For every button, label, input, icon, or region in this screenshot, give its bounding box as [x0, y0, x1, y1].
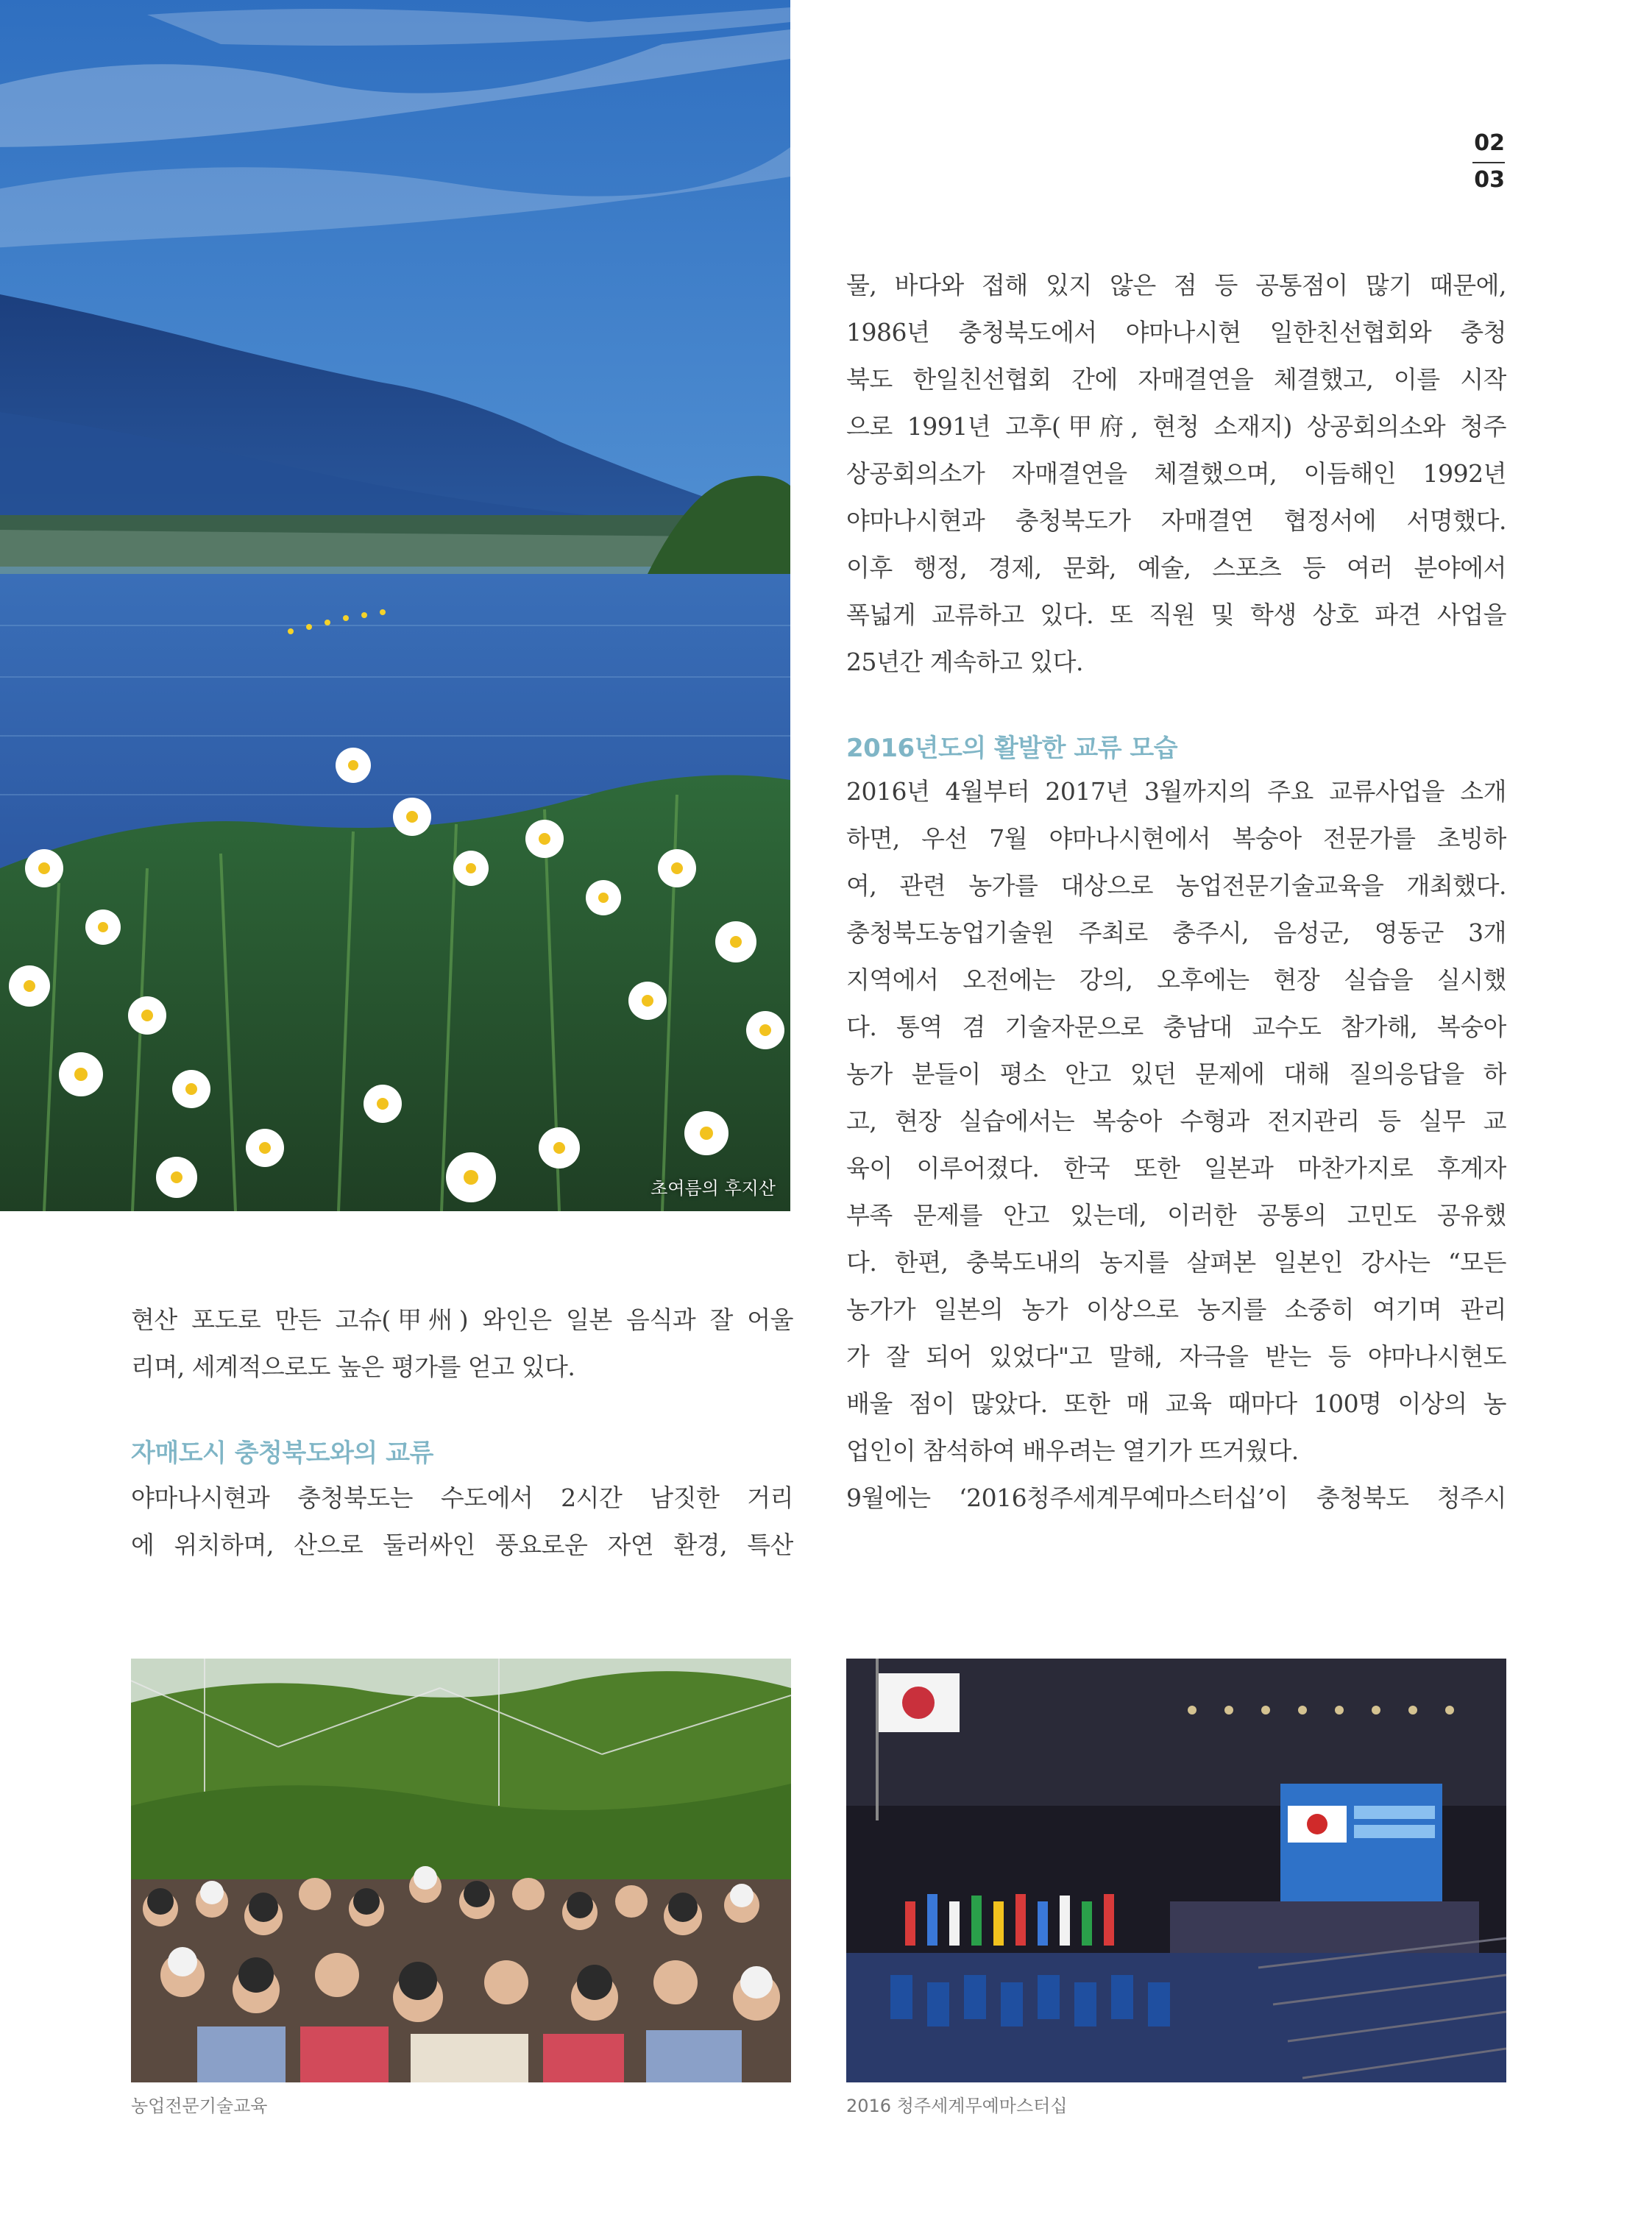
text-line: 야마나시현과 충청북도가 자매결연 협정서에 서명했다.	[846, 506, 1506, 535]
text-line: 현산 포도로 만든 고슈(甲州) 와인은 일본 음식과 잘 어울	[131, 1305, 793, 1334]
text-line: 상공회의소가 자매결연을 체결했으며, 이듬해인 1992년	[846, 459, 1506, 488]
text-line: 북도 한일친선협회 간에 자매결연을 체결했고, 이를 시작	[846, 365, 1506, 394]
hero-photo	[0, 0, 790, 1211]
right-paragraph-2	[846, 768, 1506, 1522]
text-line: 부족 문제를 안고 있는데, 이러한 공통의 고민도 공유했	[846, 1201, 1506, 1230]
text-line: 1986년 충청북도에서 야마나시현 일한친선협회와 충청	[846, 318, 1506, 347]
text-line: 업인이 참석하여 배우려는 열기가 뜨거웠다.	[846, 1436, 1299, 1465]
left-body-paragraph	[131, 1475, 793, 1569]
martial-arts-masterships-caption: 2016 청주세계무예마스터십	[846, 2096, 1068, 2116]
section-heading-sister-city: 자매도시 충청북도와의 교류	[131, 1439, 433, 1468]
page-number-divider	[1472, 162, 1505, 163]
page-number-left: 02	[1474, 130, 1505, 156]
text-line: 에 위치하며, 산으로 둘러싸인 풍요로운 자연 환경, 특산	[131, 1531, 793, 1559]
text-line: 다. 통역 겸 기술자문으로 충남대 교수도 참가해, 복숭아	[846, 1013, 1506, 1041]
text-line: 2016년 4월부터 2017년 3월까지의 주요 교류사업을 소개	[846, 777, 1506, 806]
left-intro-paragraph	[131, 1297, 793, 1391]
martial-arts-masterships-photo	[846, 1659, 1506, 2082]
text-line: 충청북도농업기술원 주최로 충주시, 음성군, 영동군 3개	[846, 918, 1506, 947]
stadium-ceremony-illustration	[846, 1659, 1506, 2082]
text-line: 물, 바다와 접해 있지 않은 점 등 공통점이 많기 때문에,	[846, 271, 1506, 299]
text-line: 고, 현장 실습에서는 복숭아 수형과 전지관리 등 실무 교	[846, 1107, 1506, 1135]
text-line: 9월에는 ‘2016청주세계무예마스터십’이 충청북도 청주시	[846, 1483, 1506, 1512]
text-line: 야마나시현과 충청북도는 수도에서 2시간 남짓한 거리	[131, 1483, 793, 1512]
text-line: 여, 관련 농가를 대상으로 농업전문기술교육을 개최했다.	[846, 871, 1506, 900]
text-line: 농가가 일본의 농가 이상으로 농지를 소중히 여기며 관리	[846, 1295, 1506, 1324]
left-column	[131, 1297, 793, 1569]
text-line: 하면, 우선 7월 야마나시현에서 복숭아 전문가를 초빙하	[846, 824, 1506, 853]
text-line: 가 잘 되어 있었다"고 말해, 자극을 받는 등 야마나시현도	[846, 1342, 1506, 1371]
text-line: 으로 1991년 고후(甲府, 현청 소재지) 상공회의소와 청주	[846, 412, 1506, 441]
farm-education-photo	[131, 1659, 791, 2082]
text-line: 육이 이루어졌다. 한국 또한 일본과 마찬가지로 후계자	[846, 1154, 1506, 1182]
orchard-crowd-illustration	[131, 1659, 791, 2082]
text-line: 이후 행정, 경제, 문화, 예술, 스포츠 등 여러 분야에서	[846, 553, 1506, 582]
text-line: 25년간 계속하고 있다.	[846, 648, 1083, 676]
text-line: 배울 점이 많았다. 또한 매 교육 때마다 100명 이상의 농	[846, 1389, 1506, 1418]
text-line: 지역에서 오전에는 강의, 오후에는 현장 실습을 실시했	[846, 965, 1506, 994]
page-number-right: 03	[1474, 167, 1505, 193]
text-line: 리며, 세계적으로도 높은 평가를 얻고 있다.	[131, 1352, 575, 1381]
right-paragraph-1	[846, 262, 1506, 686]
text-line: 다. 한편, 충북도내의 농지를 살펴본 일본인 강사는 “모든	[846, 1248, 1506, 1277]
section-heading-2016-exchange: 2016년도의 활발한 교류 모습	[846, 734, 1178, 763]
farm-education-caption: 농업전문기술교육	[131, 2096, 268, 2116]
text-line: 폭넓게 교류하고 있다. 또 직원 및 학생 상호 파견 사업을	[846, 600, 1506, 629]
hero-photo-caption: 초여름의 후지산	[650, 1178, 776, 1199]
text-line: 농가 분들이 평소 안고 있던 문제에 대해 질의응답을 하	[846, 1060, 1506, 1088]
right-column	[846, 262, 1506, 1522]
lake-mountain-illustration	[0, 0, 790, 1211]
